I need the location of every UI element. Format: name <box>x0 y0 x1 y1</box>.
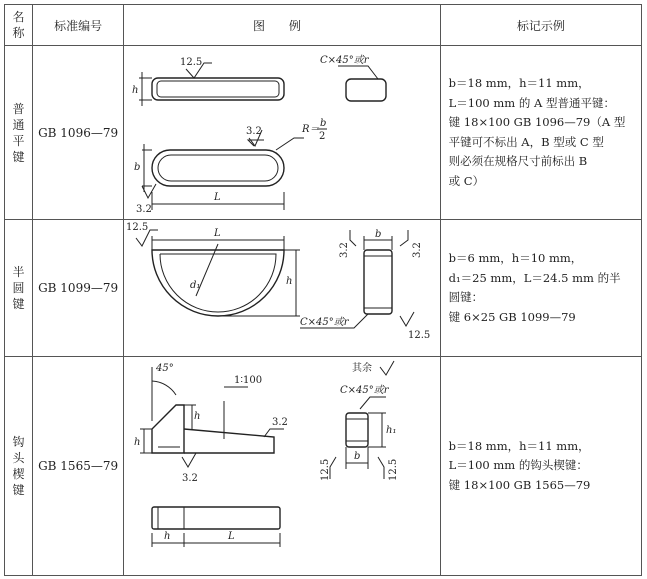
fig-label: 12.5 <box>388 458 400 481</box>
fig-label: L <box>214 228 221 239</box>
fig-label: 3.2 <box>136 204 153 215</box>
row-name: 半圆键 <box>12 265 25 311</box>
fig-label: 2 <box>319 131 326 142</box>
fig-label: 3.2 <box>339 242 351 258</box>
header-row <box>5 5 642 46</box>
fig-label: 其余 <box>352 363 373 374</box>
fig-label: h <box>132 85 139 96</box>
fig-label: h <box>164 531 171 542</box>
marking-line: L＝100 mm 的钩头楔键： <box>448 458 588 473</box>
row-figure-cell <box>124 46 440 220</box>
gib-head-key-drawing <box>124 357 440 575</box>
marking-line: d₁＝25 mm，L＝24.5 mm 的半 <box>448 270 621 285</box>
fig-label: 12.5 <box>180 57 203 68</box>
fig-label: h <box>134 437 141 448</box>
fig-label: 3.2 <box>182 473 199 484</box>
fig-label: 45° <box>156 363 174 374</box>
fig-label: 12.5 <box>126 222 149 233</box>
fig-label: L <box>228 531 235 542</box>
fig-label: 3.2 <box>272 417 289 428</box>
table-row <box>5 357 642 576</box>
marking-line: b＝6 mm，h＝10 mm， <box>448 251 583 265</box>
fig-label: R＝ <box>302 124 320 135</box>
fig-label: h <box>286 276 293 287</box>
marking-line: 平键可不标出 A，B 型或 C 型 <box>448 134 604 149</box>
fig-label: h₁ <box>386 425 397 436</box>
fig-label: b <box>375 229 382 240</box>
fig-label: C×45°或r <box>340 385 389 396</box>
row-name-cell <box>5 46 33 220</box>
table-row <box>5 220 642 357</box>
fig-label: 1∶100 <box>234 375 263 386</box>
row-figure-cell <box>124 220 440 357</box>
row-marking <box>440 220 641 357</box>
fig-label: b <box>134 162 141 173</box>
header-figure: 图 例 <box>124 5 440 46</box>
header-name: 名称 <box>5 5 33 46</box>
marking-line: 则必须在规格尺寸前标出 B <box>448 154 588 168</box>
row-name-cell <box>5 220 33 357</box>
fig-label: 3.2 <box>246 126 263 137</box>
marking-line: 键 18×100 GB 1565—79 <box>448 477 591 492</box>
row-marking <box>440 357 641 576</box>
marking-line: 键 18×100 GB 1096—79（A 型 <box>448 115 626 129</box>
marking-line: L＝100 mm 的 A 型普通平键： <box>448 95 615 110</box>
fig-label: C×45°或r <box>300 317 349 328</box>
key-standard-table <box>4 4 642 576</box>
row-name: 普通平键 <box>12 101 25 164</box>
fig-label: b <box>354 451 361 462</box>
fig-label: C×45°或r <box>320 55 369 66</box>
marking-line: b＝18 mm，h＝11 mm， <box>448 438 590 453</box>
fig-label: b <box>320 118 327 129</box>
row-name-cell <box>5 357 33 576</box>
fig-label: 3.2 <box>412 242 424 258</box>
marking-line: b＝18 mm，h＝11 mm， <box>448 76 590 90</box>
row-standard: GB 1099—79 <box>33 220 124 357</box>
woodruff-key-drawing <box>124 220 440 356</box>
marking-line: 圆键： <box>448 290 484 304</box>
row-figure-cell <box>124 357 440 576</box>
row-marking <box>440 46 641 220</box>
row-standard: GB 1096—79 <box>33 46 124 220</box>
header-marking: 标记示例 <box>440 5 641 46</box>
fig-label: 12.5 <box>408 330 431 341</box>
marking-line: 或 C） <box>448 173 485 188</box>
flat-key-drawing <box>124 46 440 219</box>
fig-label: d₁ <box>190 280 201 291</box>
fig-label: 12.5 <box>320 458 332 481</box>
row-standard: GB 1565—79 <box>33 357 124 576</box>
row-name: 钩头楔键 <box>12 435 25 497</box>
table-row <box>5 46 642 220</box>
marking-line: 键 6×25 GB 1099—79 <box>448 309 576 324</box>
header-standard: 标准编号 <box>33 5 124 46</box>
fig-label: L <box>214 192 221 203</box>
fig-label: h <box>194 411 201 422</box>
